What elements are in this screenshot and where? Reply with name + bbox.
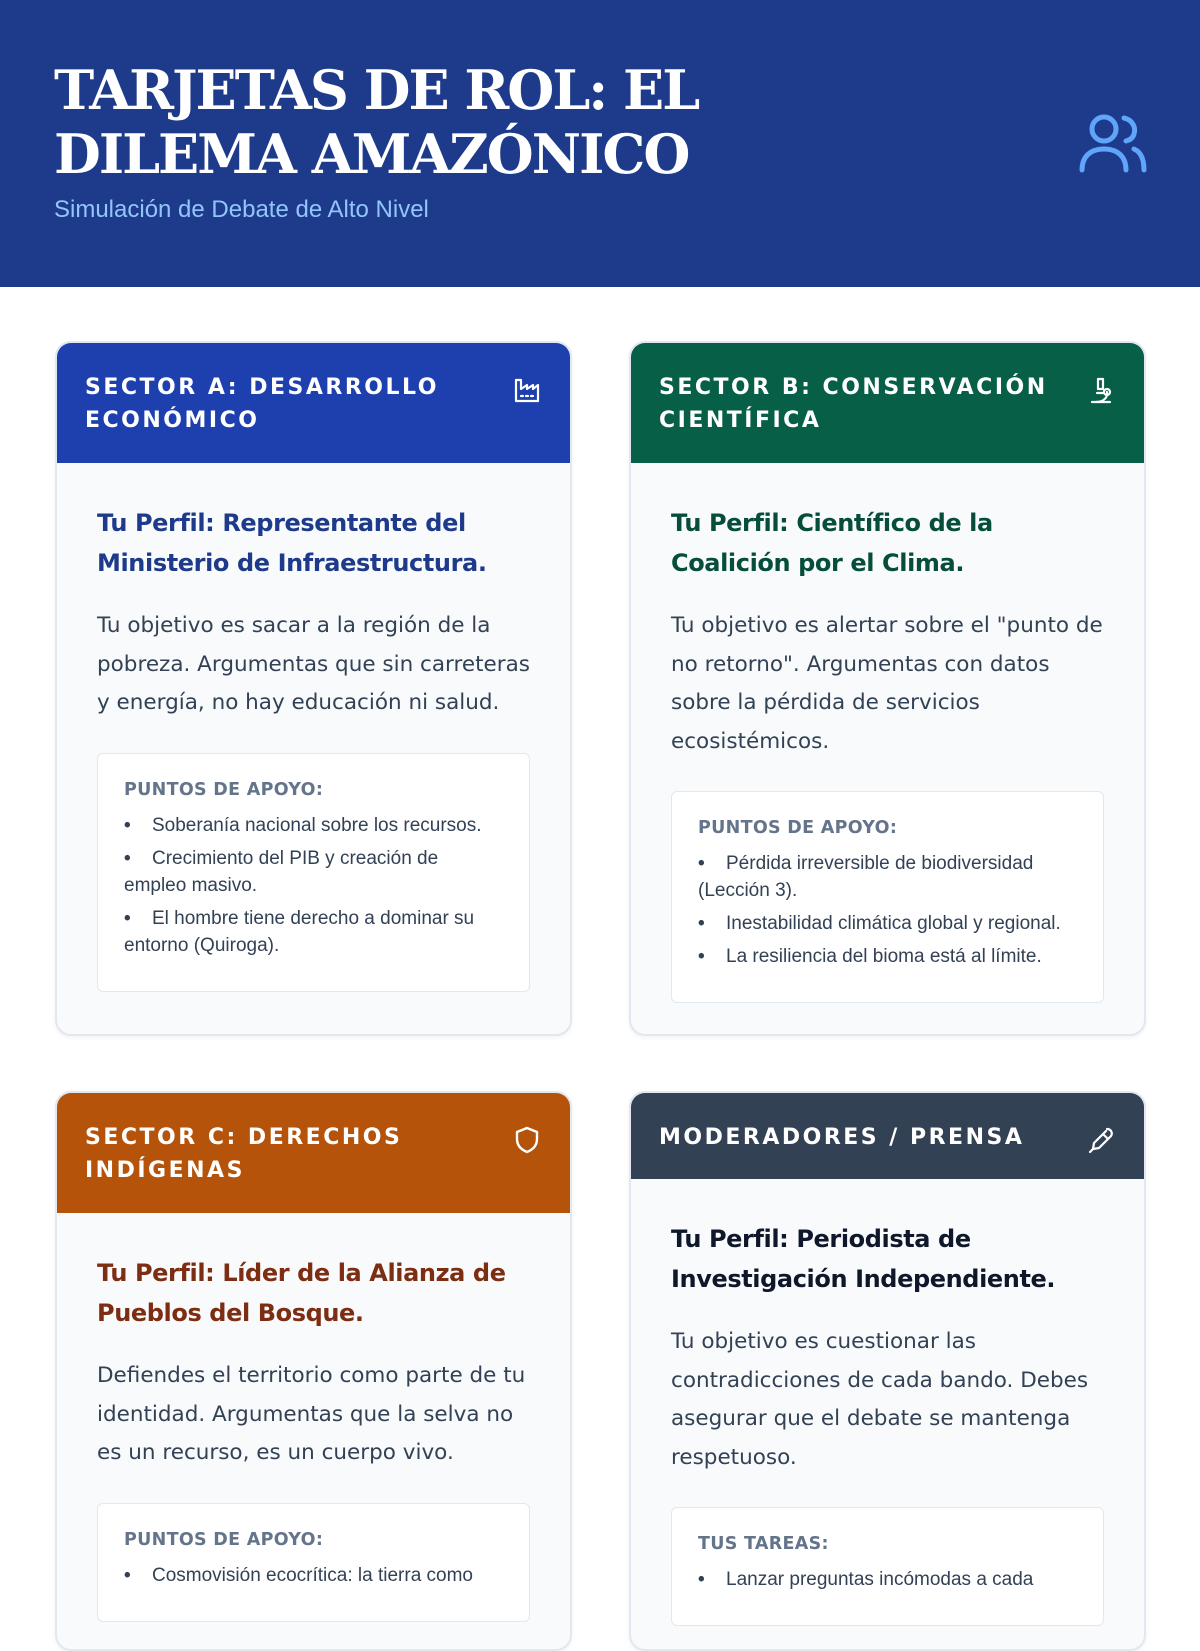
support-title: PUNTOS DE APOYO: — [698, 818, 898, 838]
card-objective: Tu objetivo es alertar sobre el "punto de no retorno". Argumentas con datos sobre la pérdida de servicios ecosistémicos. — [671, 613, 1103, 754]
card-header — [57, 343, 570, 463]
factory-icon — [512, 375, 542, 405]
card-title: SECTOR C: DERECHOS INDÍGENAS — [85, 1125, 403, 1183]
card-title: SECTOR A: DESARROLLO ECONÓMICO — [85, 375, 439, 433]
support-title: PUNTOS DE APOYO: — [124, 779, 324, 800]
role-card-sector-c — [55, 1091, 572, 1651]
card-header — [631, 343, 1144, 463]
shield-icon — [512, 1125, 542, 1155]
card-title: SECTOR B: CONSERVACIÓN CIENTÍFICA — [659, 375, 1048, 433]
support-box — [671, 791, 1104, 1003]
list-item: • Cosmovisión ecocrítica: la tierra como — [124, 1564, 473, 1586]
card-header — [631, 1093, 1144, 1179]
support-box — [97, 753, 530, 992]
card-title: MODERADORES / PRENSA — [659, 1125, 1025, 1150]
tasks-list — [698, 1566, 1077, 1593]
tasks-box — [671, 1507, 1104, 1626]
support-title: TUS TAREAS: — [698, 1534, 829, 1554]
microscope-icon — [1086, 375, 1116, 405]
pen-icon — [1086, 1125, 1116, 1155]
page-subtitle: Simulación de Debate de Alto Nivel — [54, 196, 429, 223]
list-item: • La resiliencia del bioma está al límite. — [698, 946, 1042, 967]
card-objective: Defiendes el territorio como parte de tu identidad. Argumentas que la selva no es un recurso, es un cuerpo vivo. — [97, 1363, 526, 1465]
card-profile: Tu Perfil: Periodista de Investigación Independiente. — [671, 1225, 1056, 1293]
list-item: • Crecimiento del PIB y creación de empleo masivo. — [124, 847, 439, 896]
role-card-sector-b — [629, 341, 1146, 1036]
list-item: • Inestabilidad climática global y regional. — [698, 913, 1061, 934]
support-list — [124, 1562, 503, 1589]
role-card-moderadores — [629, 1091, 1146, 1651]
support-list — [124, 812, 503, 959]
card-profile: Tu Perfil: Líder de la Alianza de Pueblos del Bosque. — [97, 1259, 506, 1327]
support-title: PUNTOS DE APOYO: — [124, 1529, 324, 1550]
role-card-sector-a — [55, 341, 572, 1036]
page-title: TARJETAS DE ROL: EL DILEMA AMAZÓNICO — [54, 58, 699, 186]
list-item: • Lanzar preguntas incómodas a cada — [698, 1569, 1034, 1590]
users-icon — [1078, 112, 1148, 176]
card-profile: Tu Perfil: Representante del Ministerio de Infraestructura. — [97, 509, 487, 577]
support-box — [97, 1503, 530, 1622]
card-objective: Tu objetivo es cuestionar las contradicciones de cada bando. Debes asegurar que el debate se mantenga respetuoso. — [671, 1329, 1089, 1470]
card-profile: Tu Perfil: Científico de la Coalición por el Clima. — [671, 509, 993, 577]
support-list — [698, 850, 1077, 970]
list-item: • El hombre tiene derecho a dominar su entorno (Quiroga). — [124, 907, 475, 956]
card-objective: Tu objetivo es sacar a la región de la pobreza. Argumentas que sin carreteras y energía, no hay educación ni salud. — [97, 613, 530, 715]
card-header — [57, 1093, 570, 1213]
page-header — [0, 0, 1200, 287]
list-item: • Pérdida irreversible de biodiversidad (Lección 3). — [698, 853, 1034, 901]
list-item: • Soberanía nacional sobre los recursos. — [124, 814, 482, 836]
